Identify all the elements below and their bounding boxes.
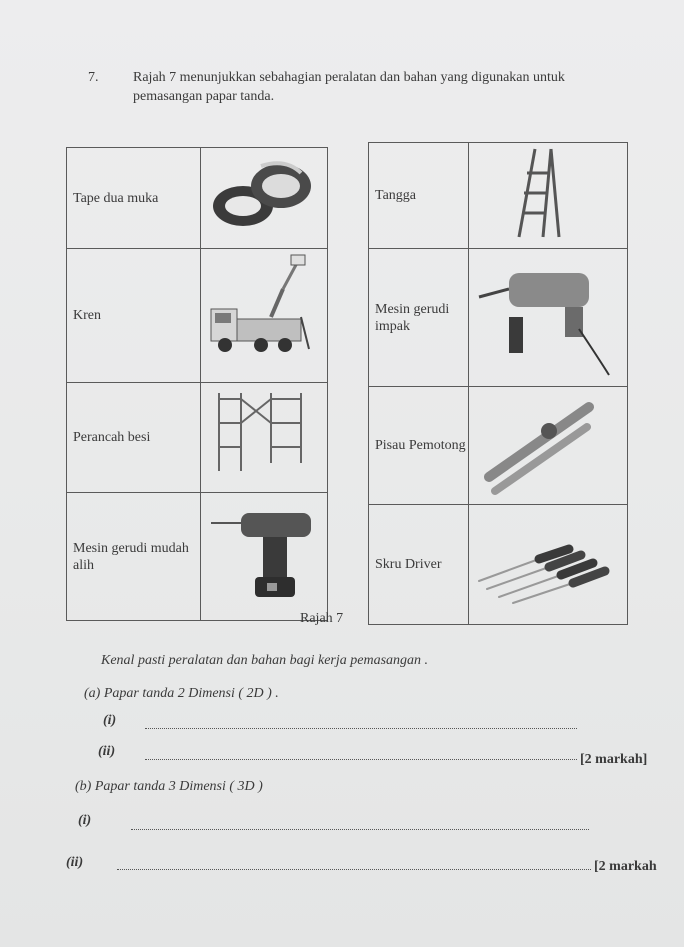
part-b-i-label: (i) xyxy=(78,813,92,828)
left-equipment-table xyxy=(66,147,328,621)
part-b-marks: [2 markah xyxy=(594,859,657,874)
item-label: Tape dua muka xyxy=(73,190,159,206)
cutter-knife-icon xyxy=(469,387,628,505)
part-b-ii-label: (ii) xyxy=(66,855,84,870)
part-a-label: (a) Papar tanda 2 Dimensi ( 2D ) . xyxy=(84,686,279,701)
item-label: Kren xyxy=(73,308,101,323)
item-label: Perancah besi xyxy=(73,430,151,445)
table-cell-label xyxy=(67,493,201,621)
item-label: Mesin gerudi impak xyxy=(375,301,450,334)
table-cell-label xyxy=(369,143,469,249)
table-cell-label xyxy=(67,383,201,493)
item-label: Pisau Pemotong xyxy=(375,438,466,453)
right-equipment-table xyxy=(368,142,628,625)
part-a-marks: [2 markah] xyxy=(580,752,648,767)
table-cell-label xyxy=(67,148,201,249)
double-sided-tape-icon xyxy=(201,148,328,249)
part-b-label: (b) Papar tanda 3 Dimensi ( 3D ) xyxy=(75,779,263,794)
item-label: Skru Driver xyxy=(375,557,442,572)
cordless-drill-icon xyxy=(201,493,328,621)
screwdriver-set-icon xyxy=(469,505,628,625)
ladder-icon xyxy=(469,143,628,249)
instruction-text: Kenal pasti peralatan dan bahan bagi kerja pemasangan . xyxy=(101,653,429,668)
question-number: 7. xyxy=(88,70,99,85)
table-cell-label xyxy=(67,249,201,383)
part-a-ii-answer-line[interactable] xyxy=(145,759,577,760)
table-cell-label xyxy=(369,505,469,625)
crane-truck-icon xyxy=(201,249,328,383)
part-a-i-label: (i) xyxy=(103,713,117,728)
scaffold-icon xyxy=(201,383,328,493)
part-a-ii-label: (ii) xyxy=(98,744,116,759)
part-b-i-answer-line[interactable] xyxy=(131,829,589,830)
question-text: Rajah 7 menunjukkan sebahagian peralatan dan bahan yang digunakan untuk pemasangan papar tanda. xyxy=(133,70,565,104)
item-label: Tangga xyxy=(375,188,417,203)
figure-caption: Rajah 7 xyxy=(300,611,344,626)
item-label: Mesin gerudi mudah alih xyxy=(73,540,189,573)
table-cell-label xyxy=(369,249,469,387)
part-b-ii-answer-line[interactable] xyxy=(117,869,591,870)
part-a-i-answer-line[interactable] xyxy=(145,728,577,729)
impact-drill-icon xyxy=(469,249,628,387)
table-cell-label xyxy=(369,387,469,505)
